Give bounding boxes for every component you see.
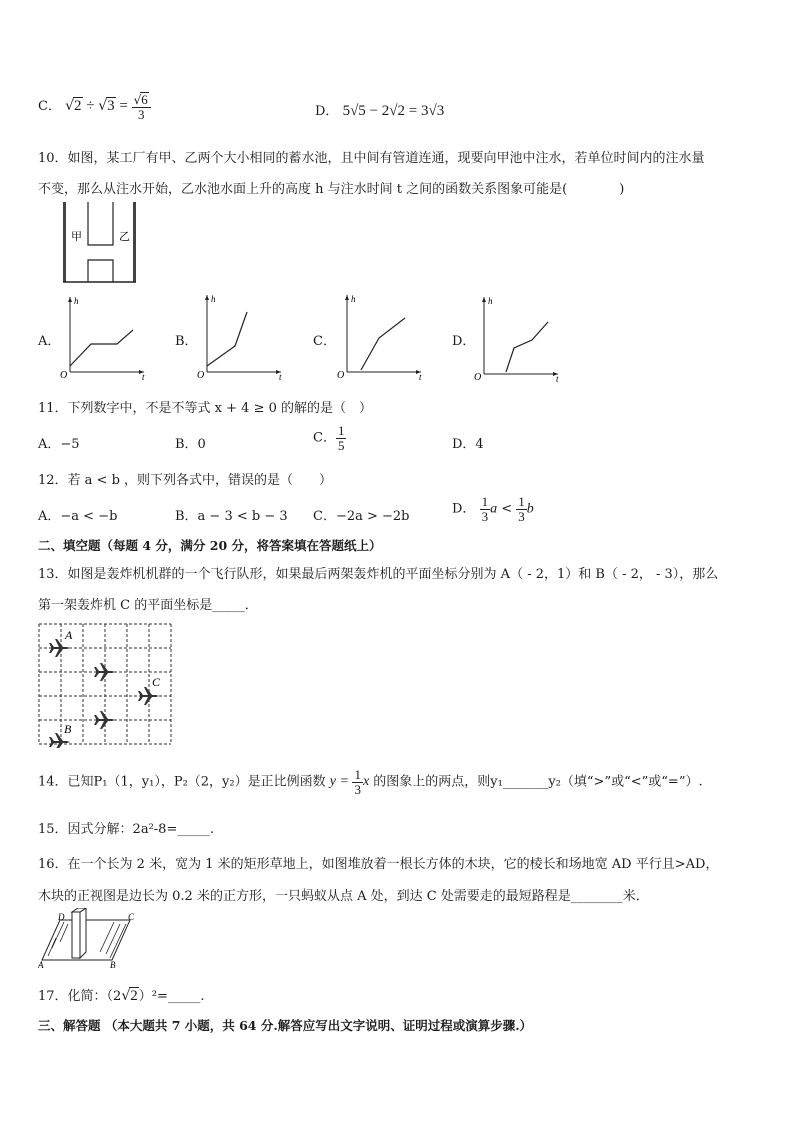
label-c: C (152, 675, 161, 689)
q13-text-line1: 13．如图是轰炸机机群的一个飞行队形，如果最后两架轰炸机的平面坐标分别为 A（ - 2，1）和 B（ - 2， - 3），那么 (38, 567, 719, 582)
option-label: D． (315, 104, 339, 119)
graph-line (70, 330, 133, 366)
fraction-one-fifth: $\frac{1}{5}$ (337, 423, 345, 453)
q16-woodblock-figure (38, 908, 138, 970)
section-3-heading: 三、解答题 （本大题共 7 小题，共 64 分.解答应写出文字说明、证明过程或演算步骤.） (38, 1018, 533, 1033)
axis-label-t: t (419, 372, 422, 380)
option-label: C． (313, 430, 336, 446)
tank-right-wall (133, 202, 136, 282)
tank-divider-upper (88, 202, 113, 245)
q13-text-line2: 第一架轰炸机 C 的平面坐标是_____． (38, 598, 258, 613)
q12-option-c: C．−2a > −2b (313, 509, 410, 524)
q10-option-d-label: D． (452, 334, 476, 349)
q16-text-line2: 木块的正视图是边长为 0.2 米的正方形，一只蚂蚁从点 A 处，到达 C 处需要走的最短路程是________米． (38, 889, 649, 904)
q13-formation-grid (38, 622, 174, 748)
q17-text-part2: ）²=_____. (138, 989, 205, 1004)
block-front (80, 908, 86, 958)
y-arrow (482, 297, 486, 302)
q10-graph-b (195, 290, 285, 380)
origin-label: O (337, 370, 345, 380)
y-arrow (345, 295, 349, 300)
q16-text-line1: 16．在一个长为 2 米，宽为 1 米的矩形草地上，如图堆放着一根长方体的木块，它的棱长和场地宽 AD 平行且>AD， (38, 857, 719, 872)
q11-option-d: D．4 (452, 437, 484, 452)
tank-right-label: 乙 (119, 231, 130, 243)
tank-divider-lower (88, 260, 113, 282)
q14-text (38, 768, 703, 796)
section-2-heading: 二、填空题（每题 4 分，满分 20 分，将答案填在答题纸上） (38, 538, 382, 553)
graph-line (361, 318, 405, 370)
q9-option-d-expr: 5√5 − 2√2 = 3√3 (342, 103, 445, 119)
axis-label-h: h (488, 296, 493, 306)
label-b: B (64, 722, 72, 736)
q9-option-c-expr: √2 ÷ √3 = $\frac{√6}{3}$ (65, 98, 151, 114)
axis-label-t: t (556, 374, 559, 382)
label-b: B (110, 960, 116, 970)
axis-label-t: t (279, 372, 282, 380)
q14-text-part2: 的图象上的两点，则y₁_______y₂（填“>”或“<”或“=”）. (373, 774, 703, 790)
q14-function: y = $\frac{1}{3}$ x (329, 767, 370, 797)
q9-option-c (38, 92, 151, 121)
label-d: D (58, 912, 65, 922)
q9-option-d (315, 100, 444, 120)
q12-option-a: A．−a < −b (38, 509, 118, 524)
q10-option-a-label: A． (38, 334, 61, 349)
origin-label: O (197, 370, 205, 380)
q10-text-line1: 10．如图，某工厂有甲、乙两个大小相同的蓄水池，且中间有管道连通，现要向甲池中注水，若单位时间内的注水量 (38, 151, 705, 166)
q10-option-b-label: B． (175, 334, 198, 349)
q11-text: 11．下列数字中，不是不等式 x + 4 ≥ 0 的解的是（ ） (38, 401, 372, 416)
graph-line (506, 322, 548, 372)
label-a: A (65, 628, 73, 642)
fraction-one-third: $\frac{1}{3}$ (518, 494, 525, 524)
q17-sqrt2: √2 (121, 988, 138, 1004)
origin-label: O (60, 370, 68, 380)
option-label: C． (38, 99, 61, 115)
q11-option-a: A．−5 (38, 437, 80, 452)
option-label: D． (452, 501, 476, 517)
q10-graph-a (58, 292, 148, 380)
q10-graph-c (335, 290, 425, 380)
origin-label: O (474, 372, 482, 382)
q10-text-line2: 不变，那么从注水开始，乙水池水面上升的高度 h 与注水时间 t 之间的函数关系图象可能是( ) (38, 182, 625, 197)
y-arrow (205, 295, 209, 300)
q10-option-c-label: C． (313, 334, 336, 349)
label-a: A (38, 960, 44, 970)
graph-line (207, 312, 247, 366)
axis-label-h: h (74, 296, 79, 306)
axis-label-h: h (211, 294, 216, 304)
axis-label-h: h (351, 294, 356, 304)
q14-text-part1: 14．已知P₁（1，y₁），P₂（2，y₂）是正比例函数 (38, 774, 326, 790)
q15-text: 15．因式分解：2a²-8=_____. (38, 822, 214, 837)
q11-option-b: B．0 (175, 437, 206, 452)
label-c: C (128, 912, 135, 922)
y-arrow (68, 297, 72, 302)
q12-text: 12．若 a < b ，则下列各式中，错误的是（ ） (38, 473, 333, 488)
q17-text-part1: 17．化简：（2 (38, 989, 122, 1004)
q10-graph-d (472, 292, 562, 382)
q10-tank-figure (55, 200, 145, 286)
q11-option-c (313, 424, 346, 452)
fraction-one-third: $\frac{1}{3}$ (481, 494, 489, 524)
q12-option-d: D． $\frac{1}{3}$ a < $\frac{1}{3}$ b (452, 494, 534, 524)
tank-left-wall (63, 202, 66, 282)
axis-label-t: t (142, 372, 145, 380)
block-side (72, 912, 80, 958)
tank-left-label: 甲 (71, 231, 82, 243)
q17-text (38, 985, 205, 1005)
hatching (48, 922, 126, 958)
q12-option-b: B．a − 3 < b − 3 (175, 509, 288, 524)
